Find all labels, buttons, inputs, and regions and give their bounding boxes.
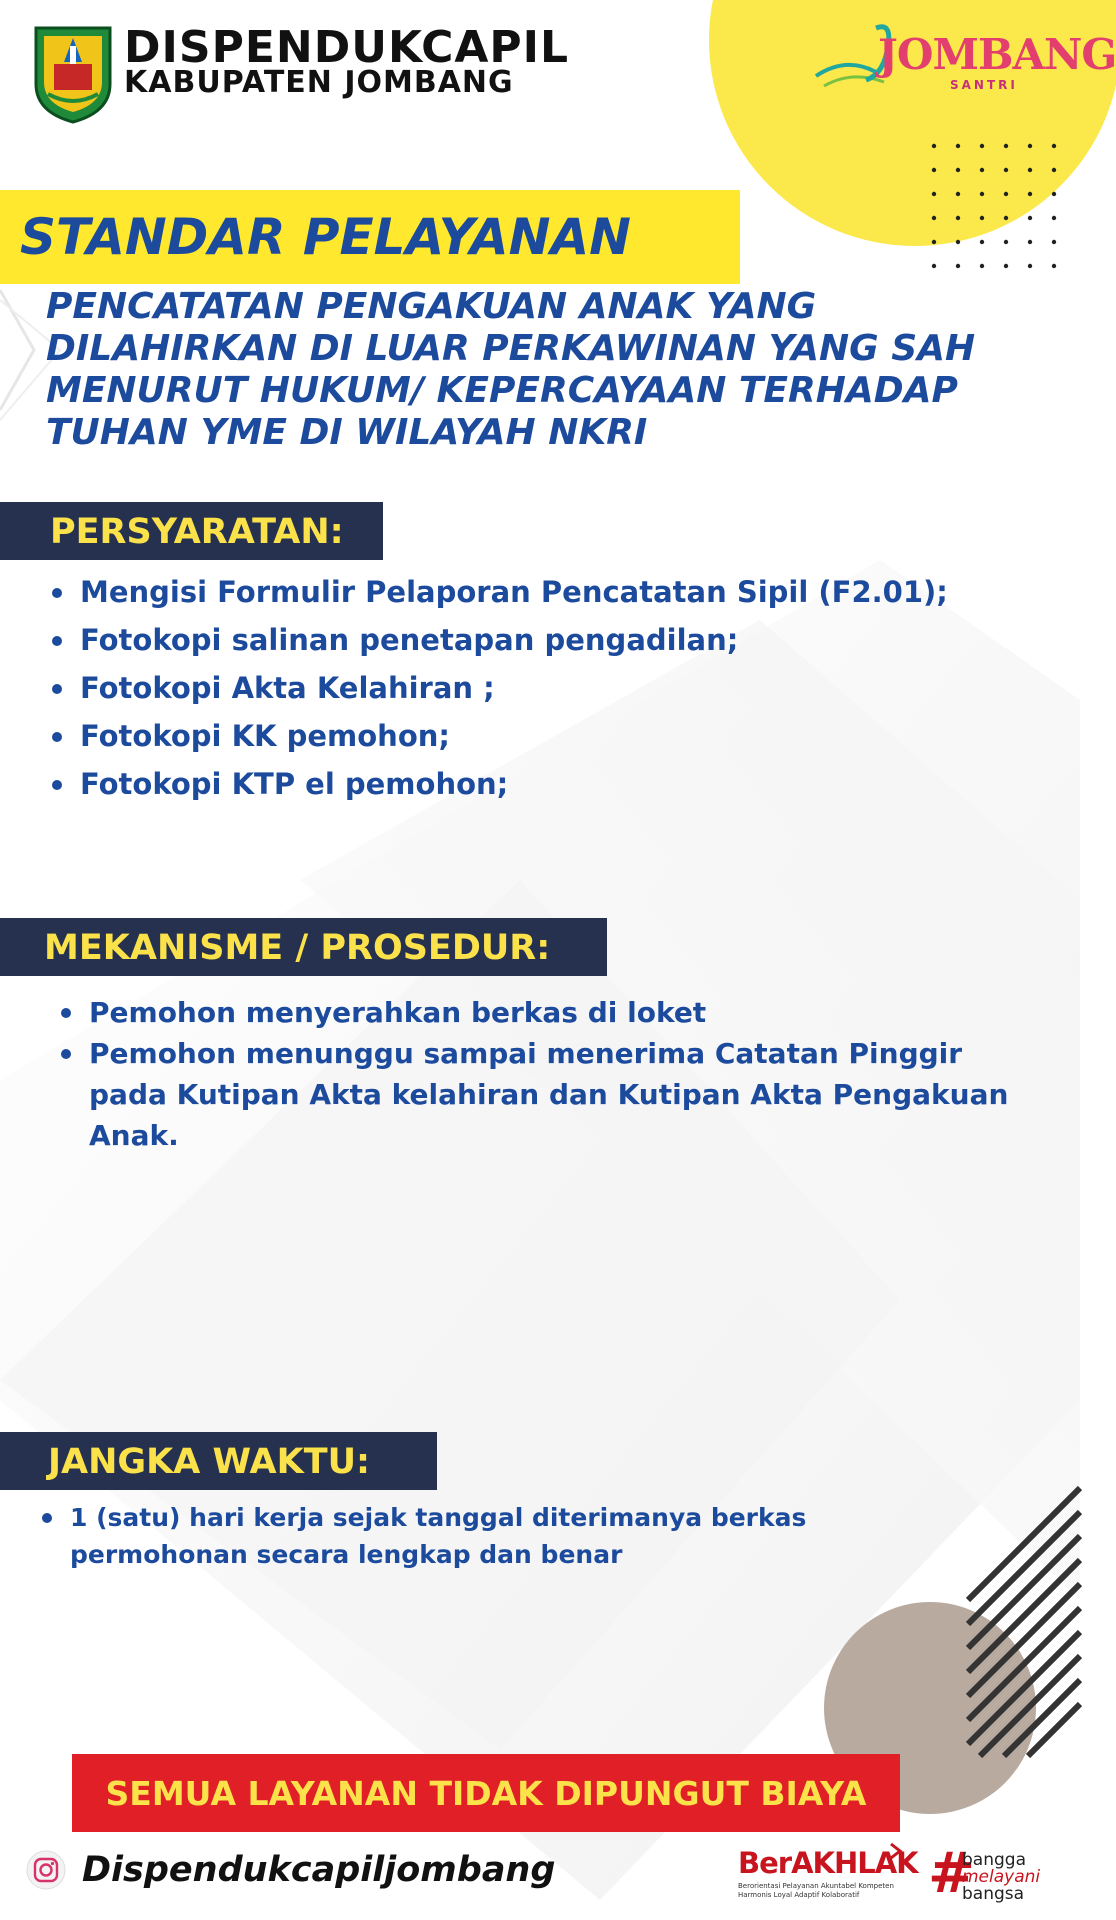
instagram-icon: [26, 1850, 66, 1890]
requirements-header: [0, 502, 383, 560]
subtitle-line: MENURUT HUKUM/ KEPERCAYAAN TERHADAP: [46, 370, 958, 411]
service-subtitle: [46, 286, 1056, 454]
timeframe-header: [0, 1432, 437, 1490]
bullet-icon: [52, 732, 62, 742]
mechanism-header: [0, 918, 607, 976]
subtitle-line: TUHAN YME DI WILAYAH NKRI: [46, 412, 648, 453]
regency-crest-icon: [32, 24, 114, 124]
berakhlak-logo: [738, 1842, 918, 1904]
bangga-text: bangga melayani bangsa: [962, 1850, 1041, 1904]
bullet-icon: [61, 1008, 71, 1018]
org-subtitle: KABUPATEN JOMBANG: [124, 65, 514, 100]
list-item: Fotokopi KK pemohon;: [80, 712, 948, 760]
mechanism-title: MEKANISME / PROSEDUR:: [44, 928, 551, 968]
list-item: Mengisi Formulir Pelaporan Pencatatan Sipil (F2.01);: [80, 568, 948, 616]
hash-icon: #: [928, 1841, 975, 1906]
jombang-santri-logo: [806, 16, 1116, 102]
bullet-icon: [52, 684, 62, 694]
logo-text: JOMBANG: [878, 30, 1116, 79]
list-item: Fotokopi salinan penetapan pengadilan;: [80, 616, 948, 664]
berakhlak-tagline: Berorientasi Pelayanan Akuntabel Kompeten Harmonis Loyal Adaptif Kolaboratif: [738, 1882, 894, 1899]
timeframe-list: [70, 1499, 806, 1573]
bullet-icon: [52, 636, 62, 646]
subtitle-line: PENCATATAN PENGAKUAN ANAK YANG: [46, 286, 817, 327]
bullet-icon: [61, 1049, 71, 1059]
requirements-list: [80, 568, 948, 808]
list-item: Pemohon menyerahkan berkas di loket: [89, 992, 1008, 1033]
requirements-title: PERSYARATAN:: [50, 512, 344, 552]
bangga-melayani-logo: [928, 1841, 1048, 1912]
list-item: Pemohon menunggu sampai menerima Catatan Pinggir pada Kutipan Akta kelahiran dan Kutipan Akta Pengakuan Anak.: [89, 1033, 1008, 1156]
list-item: Fotokopi Akta Kelahiran ;: [80, 664, 948, 712]
org-name: DISPENDUKCAPIL: [124, 22, 570, 73]
bullet-icon: [42, 1513, 52, 1523]
mechanism-list: [89, 992, 1008, 1156]
bullet-icon: [52, 780, 62, 790]
chevron-right-icon: [888, 1842, 904, 1860]
title-band: [0, 190, 740, 284]
free-service-banner: [72, 1754, 900, 1832]
free-service-text: SEMUA LAYANAN TIDAK DIPUNGUT BIAYA: [105, 1773, 867, 1813]
bullet-icon: [52, 588, 62, 598]
logo-subtext: SANTRI: [950, 78, 1018, 92]
page-title: STANDAR PELAYANAN: [20, 208, 632, 266]
berakhlak-word: BerAKHLAK: [738, 1846, 918, 1880]
list-item: 1 (satu) hari kerja sejak tanggal diterimanya berkas permohonan secara lengkap dan benar: [70, 1499, 806, 1573]
list-item: Fotokopi KTP el pemohon;: [80, 760, 948, 808]
timeframe-title: JANGKA WAKTU:: [48, 1442, 371, 1482]
subtitle-line: DILAHIRKAN DI LUAR PERKAWINAN YANG SAH: [46, 328, 976, 369]
social-handle: Dispendukcapiljombang: [82, 1850, 556, 1890]
header: [32, 24, 652, 124]
